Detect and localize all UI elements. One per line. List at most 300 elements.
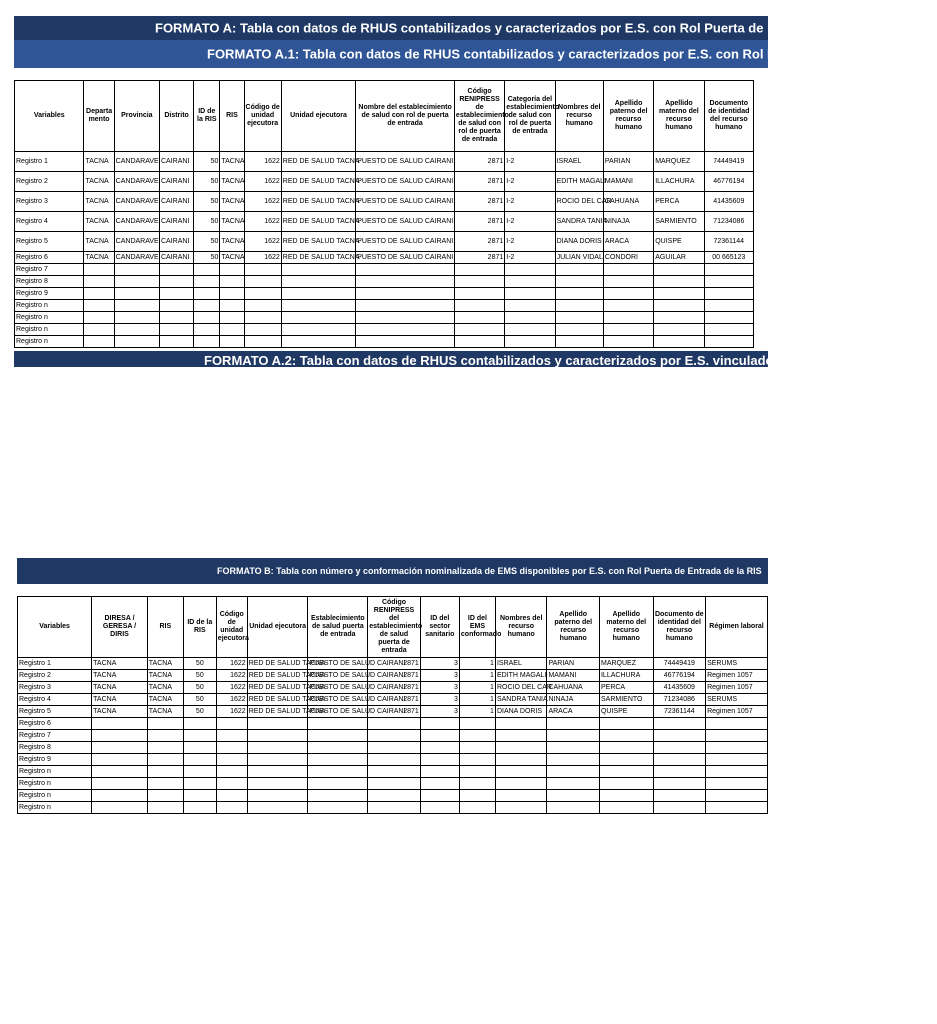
table-cell [420,730,459,742]
table-cell [147,718,183,730]
table-cell [555,336,603,348]
row-label: Registro 1 [15,152,84,172]
table-cell: CAIRANI [159,192,193,212]
table-cell [368,802,421,814]
table-cell [356,336,455,348]
table-cell [547,778,600,790]
table-cell [459,754,495,766]
table-cell: 2871 [454,212,504,232]
table-cell [555,288,603,300]
table-cell [244,336,281,348]
table-cell [194,336,220,348]
table-cell: CAIRANI [159,172,193,192]
formato-b-table [17,596,768,814]
row-label: Registro 5 [18,706,92,718]
table-cell [220,336,244,348]
table-cell [356,300,455,312]
table-cell [599,802,653,814]
table-cell [147,778,183,790]
table-cell [704,288,753,300]
table-cell: MAMANI [603,172,653,192]
table-cell: RED DE SALUD TACNA [281,212,356,232]
table-cell [495,742,547,754]
table-cell: 1622 [244,192,281,212]
table-cell [244,324,281,336]
table-cell [216,718,247,730]
table-cell [308,742,368,754]
table-cell [459,802,495,814]
table-cell: ISRAEL [495,658,547,670]
table-cell [194,288,220,300]
table-cell: 74449419 [704,152,753,172]
table-cell: 72361144 [653,706,706,718]
table-row [18,766,768,778]
row-label: Registro 2 [18,670,92,682]
column-header: Nombre del establecimiento de salud con rol de puerta de entrada [356,81,455,152]
table-cell: TACNA [220,212,244,232]
table-cell [555,324,603,336]
table-cell: 50 [183,682,216,694]
table-row [15,232,754,252]
table-cell [183,790,216,802]
table-row [18,706,768,718]
column-header: Apellido paterno del recurso humano [603,81,653,152]
table-cell: RED DE SALUD TACNA [247,694,308,706]
table-cell: TACNA [84,232,114,252]
table-cell [603,324,653,336]
table-row [18,670,768,682]
table-cell [147,790,183,802]
table-cell [92,802,148,814]
table-cell: TACNA [92,706,148,718]
table-cell [505,288,555,300]
table-cell: I-2 [505,152,555,172]
table-cell: RED DE SALUD TACNA [247,670,308,682]
table-cell [603,288,653,300]
table-cell: 2871 [454,252,504,264]
column-header: Categoría del establecimiento de salud con rol de puerta de entrada [505,81,555,152]
table-cell: MARQUEZ [654,152,704,172]
table-cell: RED DE SALUD TACNA [247,682,308,694]
table-cell [147,754,183,766]
table-cell: TACNA [147,694,183,706]
table-cell [114,336,159,348]
table-cell: TACNA [147,670,183,682]
row-label: Registro 1 [18,658,92,670]
table-cell [599,742,653,754]
table-cell: 2871 [368,682,421,694]
table-cell: 2871 [454,232,504,252]
table-cell: PARIAN [603,152,653,172]
table-cell [356,288,455,300]
table-cell: 2871 [368,658,421,670]
table-cell [547,730,600,742]
table-cell: 1622 [244,212,281,232]
table-cell [459,730,495,742]
table-cell: ARACA [603,232,653,252]
table-cell: MAMANI [547,670,600,682]
column-header: Código de unidad ejecutora [244,81,281,152]
table-cell: 50 [183,694,216,706]
table-cell: 1 [459,670,495,682]
table-cell [654,264,704,276]
column-header: Nombres del recurso humano [495,597,547,658]
table-cell: PUESTO DE SALUD CAIRANI [356,232,455,252]
table-cell [654,300,704,312]
table-cell [599,778,653,790]
table-cell [706,766,768,778]
table-cell [216,742,247,754]
table-cell [84,336,114,348]
table-cell: RED DE SALUD TACNA [247,658,308,670]
table-cell: 2871 [454,172,504,192]
table-cell [420,802,459,814]
table-cell [454,300,504,312]
table-cell: 3 [420,670,459,682]
table-cell [706,802,768,814]
column-header: RIS [220,81,244,152]
table-cell: CAIRANI [159,212,193,232]
table-cell [247,718,308,730]
table-cell [194,264,220,276]
table-cell: PUESTO DE SALUD CAIRANI [308,670,368,682]
table-cell: PUESTO DE SALUD CAIRANI [308,682,368,694]
table-cell: 3 [420,658,459,670]
table-cell [183,742,216,754]
table-cell: ROCIO DEL CAR [495,682,547,694]
table-cell [84,264,114,276]
table-cell: ILLACHURA [599,670,653,682]
table-cell: MARQUEZ [599,658,653,670]
table-cell: RED DE SALUD TACNA [281,172,356,192]
table-cell: 41435609 [704,192,753,212]
table-cell [281,324,356,336]
table-cell [92,742,148,754]
table-cell: SARMIENTO [599,694,653,706]
table-cell [308,778,368,790]
table-cell [114,324,159,336]
table-cell: 3 [420,682,459,694]
table-cell: 2871 [454,192,504,212]
table-cell: 1622 [244,232,281,252]
table-cell [84,312,114,324]
row-label: Registro 3 [18,682,92,694]
column-header: Variables [15,81,84,152]
table-cell [147,742,183,754]
table-cell: 72361144 [704,232,753,252]
column-header: Variables [18,597,92,658]
table-cell: TACNA [147,658,183,670]
table-cell [603,264,653,276]
row-label: Registro 4 [18,694,92,706]
table-cell: 50 [194,152,220,172]
table-cell [653,802,706,814]
formato-a-title: FORMATO A: Tabla con datos de RHUS contabilizados y caracterizados por E.S. con Rol Puerta de Entrada de la RIS [155,20,874,36]
formato-a1-table [14,80,754,348]
column-header: DIRESA / GERESA / DIRIS [92,597,148,658]
column-header: ID de la RIS [183,597,216,658]
column-header: Régimen laboral [706,597,768,658]
table-cell: Regimen 1057 [706,670,768,682]
table-cell: ARACA [547,706,600,718]
table-cell [459,766,495,778]
table-row [15,312,754,324]
table-cell [495,730,547,742]
table-cell: 1622 [216,658,247,670]
table-cell: PERCA [654,192,704,212]
row-label: Registro n [15,300,84,312]
table-cell: I-2 [505,212,555,232]
formato-a2-title-bar [14,351,817,368]
row-label: Registro 6 [18,718,92,730]
table-cell [84,276,114,288]
table-cell: RED DE SALUD TACNA [281,192,356,212]
table-cell [114,312,159,324]
table-cell [114,300,159,312]
table-cell [420,718,459,730]
table-cell [194,300,220,312]
table-row [15,192,754,212]
table-cell: 50 [194,232,220,252]
table-cell: 46776194 [704,172,753,192]
table-cell [247,730,308,742]
column-header: Apellido materno del recurso humano [599,597,653,658]
table-cell [183,766,216,778]
table-cell [706,790,768,802]
table-cell [159,276,193,288]
table-cell: CANDARAVE [114,152,159,172]
table-cell: SERUMS [706,694,768,706]
table-cell: QUISPE [599,706,653,718]
table-cell [505,300,555,312]
table-cell [653,766,706,778]
table-cell [244,312,281,324]
row-label: Registro n [18,766,92,778]
table-cell [599,766,653,778]
table-cell [220,276,244,288]
table-cell [547,790,600,802]
table-cell [505,336,555,348]
formato-a2-title: FORMATO A.2: Tabla con datos de RHUS contabilizados y caracterizados por E.S. vinculado a un E [204,353,817,368]
row-label: Registro n [18,802,92,814]
table-cell [356,276,455,288]
table-cell: 1 [459,658,495,670]
column-header: Código RENIPRESS de establecimiento de salud con rol de puerta de entrada [454,81,504,152]
table-cell [368,790,421,802]
table-cell: PUESTO DE SALUD CAIRANI [308,706,368,718]
row-label: Registro 3 [15,192,84,212]
table-cell [194,324,220,336]
table-cell: ROCIO DEL CAR [555,192,603,212]
column-header: Establecimiento de salud puerta de entrada [308,597,368,658]
table-row [18,730,768,742]
table-cell: 1622 [216,670,247,682]
table-cell [216,802,247,814]
formato-a1-title: FORMATO A.1: Tabla con datos de RHUS contabilizados y caracterizados por E.S. con Rol Puerta de Entrada de la RIS [207,46,937,62]
table-cell: 50 [183,670,216,682]
table-cell [220,312,244,324]
table-cell [599,718,653,730]
formato-a1-header-row [15,81,754,152]
table-cell: CANDARAVE [114,212,159,232]
table-cell [216,790,247,802]
table-cell [706,718,768,730]
table-cell [599,754,653,766]
table-cell [368,730,421,742]
table-cell [505,264,555,276]
table-cell: CONDORI [603,252,653,264]
table-cell: 1622 [216,706,247,718]
table-cell [356,324,455,336]
formato-a1-title-bar [14,40,937,68]
table-cell [368,718,421,730]
table-cell [654,288,704,300]
table-cell: 1622 [244,152,281,172]
table-cell: I-2 [505,192,555,212]
table-cell [159,312,193,324]
row-label: Registro 9 [15,288,84,300]
table-cell [84,300,114,312]
table-cell [308,802,368,814]
table-cell [603,312,653,324]
table-cell [308,730,368,742]
column-header: RIS [147,597,183,658]
table-cell [495,754,547,766]
table-cell [216,778,247,790]
table-cell: DIANA DORIS [495,706,547,718]
table-cell [459,778,495,790]
row-label: Registro 2 [15,172,84,192]
table-cell: I-2 [505,232,555,252]
table-cell: AGUILAR [654,252,704,264]
table-cell [420,766,459,778]
column-header: Apellido paterno del recurso humano [547,597,600,658]
table-row [18,682,768,694]
table-cell: NINAJA [603,212,653,232]
table-cell: 50 [194,192,220,212]
table-cell [281,336,356,348]
table-cell: TACNA [92,658,148,670]
table-row [15,288,754,300]
table-cell [547,766,600,778]
table-cell: TACNA [147,682,183,694]
table-cell [244,300,281,312]
table-cell: 1622 [216,694,247,706]
table-cell [495,766,547,778]
table-cell: TACNA [220,172,244,192]
table-cell [159,264,193,276]
row-label: Registro 9 [18,754,92,766]
table-cell [368,754,421,766]
table-cell [159,336,193,348]
table-cell: Regimen 1057 [706,682,768,694]
table-cell [147,766,183,778]
row-label: Registro n [18,778,92,790]
column-header: ID del sector sanitario [420,597,459,658]
table-row [15,152,754,172]
formato-b-title-bar [17,558,768,584]
table-cell [92,754,148,766]
row-label: Registro n [15,336,84,348]
table-cell: ISRAEL [555,152,603,172]
table-cell [368,778,421,790]
table-cell [84,324,114,336]
table-cell [454,336,504,348]
table-cell: CAHUANA [603,192,653,212]
table-cell [706,742,768,754]
table-cell [704,312,753,324]
table-cell: 74449419 [653,658,706,670]
table-cell [653,754,706,766]
table-cell: PUESTO DE SALUD CAIRANI [308,658,368,670]
table-cell [220,264,244,276]
table-cell [247,766,308,778]
table-cell [420,778,459,790]
table-row [18,718,768,730]
table-cell [704,276,753,288]
table-cell: PUESTO DE SALUD CAIRANI [356,172,455,192]
table-cell [244,288,281,300]
table-cell: 41435609 [653,682,706,694]
table-cell: CANDARAVE [114,172,159,192]
table-cell [194,312,220,324]
table-cell: SARMIENTO [654,212,704,232]
table-cell [92,766,148,778]
table-cell: EDITH MAGALI [555,172,603,192]
table-cell [368,742,421,754]
table-cell: 2871 [368,670,421,682]
table-cell [653,742,706,754]
table-row [18,778,768,790]
row-label: Registro 7 [18,730,92,742]
table-cell: PUESTO DE SALUD CAIRANI [356,212,455,232]
table-cell [114,288,159,300]
table-cell [147,802,183,814]
table-cell: TACNA [220,152,244,172]
table-cell [547,754,600,766]
table-cell [368,766,421,778]
table-cell [555,300,603,312]
column-header: ID de la RIS [194,81,220,152]
table-cell [454,276,504,288]
table-cell [247,802,308,814]
table-cell [281,300,356,312]
table-cell [706,730,768,742]
table-cell: TACNA [84,212,114,232]
table-cell: 50 [194,252,220,264]
table-cell [654,312,704,324]
table-cell [420,742,459,754]
table-cell [308,790,368,802]
formato-b-title: FORMATO B: Tabla con número y conformación nominalizada de EMS disponibles por E.S. con Rol Puerta de Entrada de la RIS [217,566,762,576]
table-cell: 50 [183,706,216,718]
table-cell: TACNA [92,682,148,694]
table-cell [147,730,183,742]
column-header: Apellido materno del recurso humano [654,81,704,152]
table-cell [603,300,653,312]
table-row [18,802,768,814]
table-row [15,276,754,288]
column-header: Unidad ejecutora [247,597,308,658]
table-row [18,694,768,706]
table-row [15,300,754,312]
row-label: Registro 5 [15,232,84,252]
table-cell: TACNA [84,252,114,264]
table-cell [84,288,114,300]
table-cell: 3 [420,706,459,718]
table-cell: PARIAN [547,658,600,670]
row-label: Registro 6 [15,252,84,264]
